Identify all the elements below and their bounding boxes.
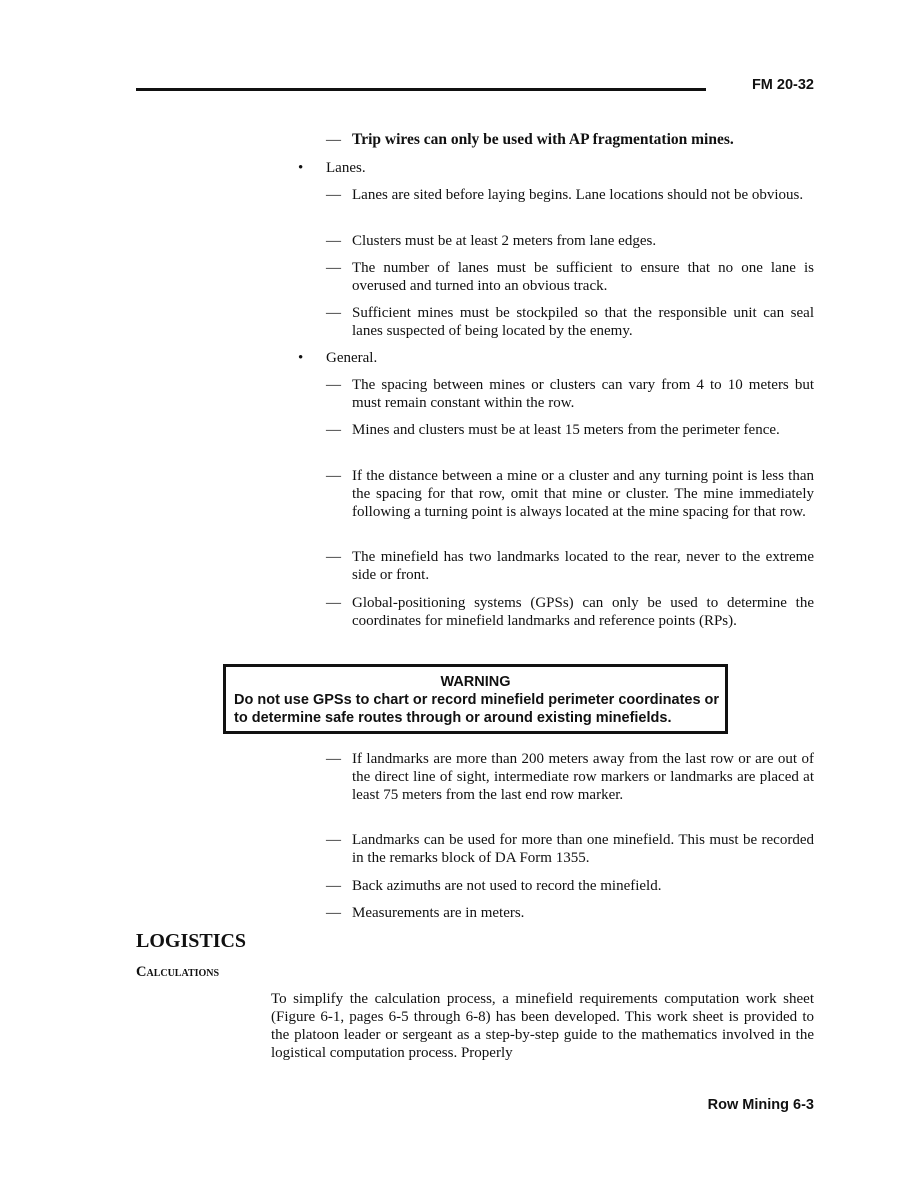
list-item — [326, 904, 814, 922]
list-item-text: Clusters must be at least 2 meters from lane edges. — [352, 233, 657, 249]
page-footer: Row Mining 6-3 — [707, 1097, 814, 1113]
dash-marker: — — [326, 422, 341, 438]
list-item — [326, 750, 814, 804]
dash-marker: — — [326, 468, 341, 484]
warning-text: Do not use GPSs to chart or record minefield perimeter coordinates or to determine safe routes through or around existing minefields. — [234, 692, 720, 726]
list-item-text: Measurements are in meters. — [352, 905, 525, 921]
list-item-text: Lanes are sited before laying begins. Lane locations should not be obvious. — [352, 187, 804, 203]
list-item — [326, 548, 814, 584]
header-rule — [136, 88, 706, 91]
list-item — [326, 421, 814, 439]
subsection-heading: Calculations — [136, 964, 220, 980]
list-item-text: Global-positioning systems (GPSs) can only be used to determine the coordinates for minefield landmarks and reference points (RPs). — [352, 595, 814, 629]
list-item — [326, 304, 814, 340]
warning-title: WARNING — [440, 674, 511, 690]
dash-marker: — — [326, 878, 341, 894]
bullet-marker: • — [298, 350, 304, 366]
section-heading: LOGISTICS — [136, 930, 247, 952]
list-item — [326, 831, 814, 867]
list-item — [326, 877, 814, 895]
dash-marker: — — [326, 905, 341, 921]
dash-marker: — — [326, 595, 341, 611]
list-item-trip-wires — [326, 131, 814, 149]
dash-marker: — — [326, 187, 341, 203]
bullet-marker: • — [298, 160, 304, 176]
dash-marker: — — [326, 233, 341, 249]
list-item-text: If the distance between a mine or a cluster and any turning point is less than the spacing for that row, omit that mine or cluster. The mine immediately following a turning point is always located at the mine spacing for that row. — [352, 468, 814, 520]
document-code: FM 20-32 — [751, 77, 814, 93]
body-paragraph: To simplify the calculation process, a minefield requirements computation work sheet (Figure 6-1, pages 6-5 through 6-8) has been developed. This work sheet is provided to the platoon leader or sergeant as a step-by-step guide to the mathematics involved in the logistical computation process. Properly — [271, 991, 814, 1061]
list-item — [326, 232, 814, 250]
list-item — [326, 259, 814, 295]
dash-marker: — — [326, 377, 341, 393]
list-item — [326, 186, 814, 204]
list-item-text: Landmarks can be used for more than one minefield. This must be recorded in the remarks block of DA Form 1355. — [352, 832, 814, 866]
dash-marker: — — [326, 132, 341, 148]
list-item-text: The spacing between mines or clusters can vary from 4 to 10 meters but must remain constant within the row. — [352, 377, 814, 411]
list-item-text: If landmarks are more than 200 meters away from the last row or are out of the direct line of sight, intermediate row markers or landmarks are placed at least 75 meters from the last end row marker. — [352, 751, 814, 803]
dash-marker: — — [326, 549, 341, 565]
list-item-text: Mines and clusters must be at least 15 meters from the perimeter fence. — [352, 422, 780, 438]
list-item-text: Trip wires can only be used with AP fragmentation mines. — [352, 131, 734, 148]
list-item — [326, 467, 814, 521]
list-item-text: The number of lanes must be sufficient to ensure that no one lane is overused and turned into an obvious track. — [352, 260, 814, 294]
bullet-item-lanes — [298, 159, 814, 177]
dash-marker: — — [326, 751, 341, 767]
list-item — [326, 376, 814, 412]
dash-marker: — — [326, 260, 341, 276]
list-item-text: Back azimuths are not used to record the minefield. — [352, 878, 662, 894]
dash-marker: — — [326, 832, 341, 848]
dash-marker: — — [326, 305, 341, 321]
bullet-item-general — [298, 349, 814, 367]
warning-box — [223, 664, 728, 734]
bullet-item-text: General. — [326, 350, 378, 366]
list-item-text: Sufficient mines must be stockpiled so that the responsible unit can seal lanes suspected of being located by the enemy. — [352, 305, 814, 339]
list-item-text: The minefield has two landmarks located to the rear, never to the extreme side or front. — [352, 549, 814, 583]
bullet-item-text: Lanes. — [326, 160, 366, 176]
list-item — [326, 594, 814, 630]
